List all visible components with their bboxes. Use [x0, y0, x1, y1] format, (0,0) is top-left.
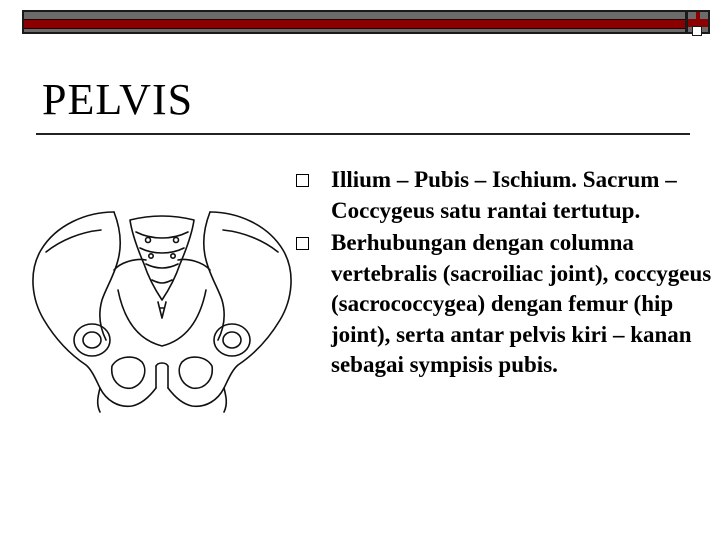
- bullet-text: Illium – Pubis – Ischium. Sacrum – Coccygeus satu rantai tertutup.: [331, 167, 677, 223]
- title-divider: [36, 133, 690, 135]
- pelvis-skeleton-icon: [26, 190, 298, 420]
- list-item: [292, 165, 712, 226]
- bullet-text: Berhubungan dengan columna vertebralis (sacroiliac joint), coccygeus (sacrococcygea) dengan femur (hip joint), serta antar pelvis kiri – kanan sebagai sympisis pubis.: [331, 230, 712, 377]
- header-corner-decoration: [686, 10, 710, 36]
- bullet-list: [292, 165, 712, 381]
- hollow-square-bullet-icon: [296, 237, 309, 250]
- slide-title: PELVIS: [42, 75, 194, 124]
- list-item: [292, 228, 712, 381]
- pelvis-illustration: [26, 190, 298, 420]
- header-decoration-bar: [22, 10, 687, 36]
- hollow-square-bullet-icon: [296, 174, 309, 187]
